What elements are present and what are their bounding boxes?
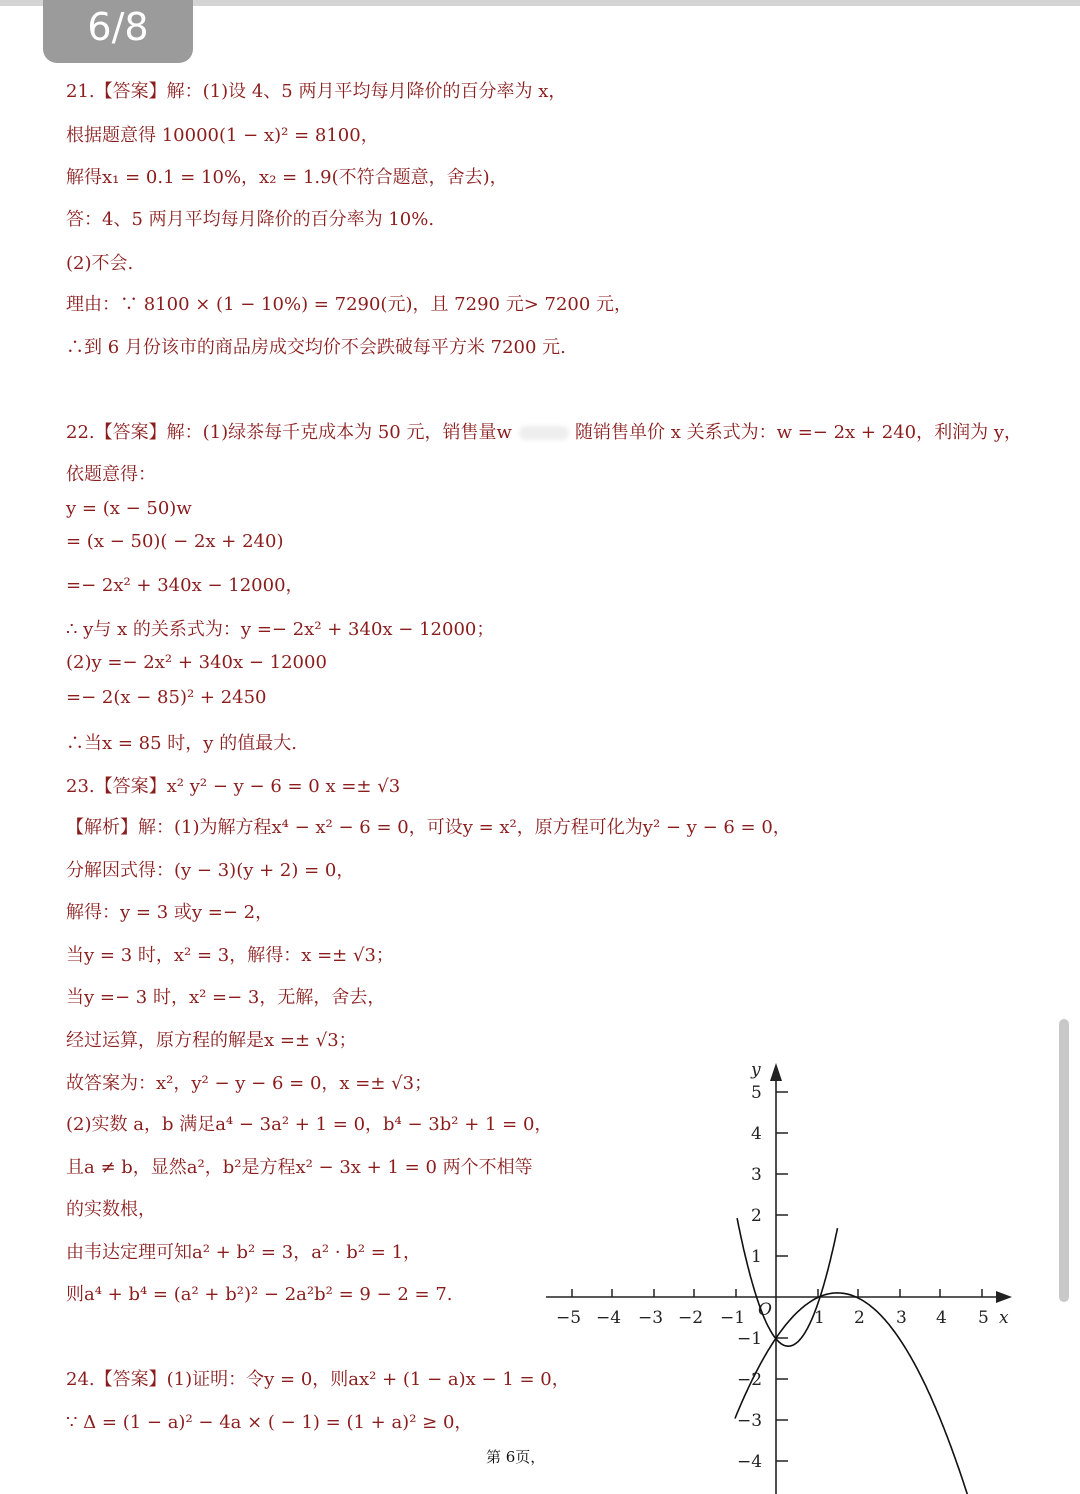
text-line: 当y = 3 时，x² = 3，解得：x =± √3； [66,945,394,966]
text-line: ∵ Δ = (1 − a)² − 4a × ( − 1) = (1 + a)² ≥ 0， [66,1412,473,1433]
origin-label: O [758,1300,772,1320]
x-tick-label: −4 [596,1308,622,1328]
y-tick-label: 2 [751,1206,762,1226]
text-line: 随销售单价 x 关系式为：w =− 2x + 240，利润为 y， [575,422,1022,443]
text-line: 根据题意得 10000(1 − x)² = 8100， [66,125,379,146]
text-line: 依题意得： [66,464,156,485]
y-tick-label: 5 [751,1083,762,1103]
text-line: 由韦达定理可知a² + b² = 3，a² · b² = 1， [66,1242,422,1263]
curve-downward-parabola [735,1293,969,1494]
text-line: 24.【答案】(1)证明：令y = 0，则ax² + (1 − a)x − 1 = 0， [66,1369,570,1390]
text-line: = (x − 50)( − 2x + 240) [66,531,284,552]
text-line: 的实数根， [66,1199,156,1220]
blurred-region [519,426,569,440]
y-tick-label: −3 [737,1411,763,1431]
y-tick-label: 4 [751,1124,762,1144]
x-axis-arrow [996,1291,1012,1303]
x-tick-label: −1 [720,1308,746,1328]
x-tick-label: 5 [978,1308,989,1328]
text-line: 则a⁴ + b⁴ = (a² + b²)² − 2a²b² = 9 − 2 = 7. [66,1284,453,1305]
x-tick-label: 4 [936,1308,947,1328]
x-tick-label: 2 [854,1308,865,1328]
text-line: 故答案为：x²，y² − y − 6 = 0，x =± √3； [66,1073,433,1094]
text-line: (2)不会. [66,253,134,274]
page-indicator-badge: 6/8 [43,0,193,63]
text-line: (2)y =− 2x² + 340x − 12000 [66,652,327,673]
text-line: ∴当x = 85 时，y 的值最大. [66,733,297,754]
x-tick-marks [572,1289,982,1297]
y-tick-label: −1 [737,1329,763,1349]
function-graph [540,1055,1020,1494]
text-line: 经过运算，原方程的解是x =± √3； [66,1030,357,1051]
text-line: 23.【答案】x² y² − y − 6 = 0 x =± √3 [66,776,401,797]
text-line: 分解因式得：(y − 3)(y + 2) = 0， [66,860,355,881]
y-axis-label: y [751,1060,761,1080]
text-line: 解得x₁ = 0.1 = 10%，x₂ = 1.9(不符合题意，舍去)， [66,167,508,188]
text-line: 答：4、5 两月平均每月降价的百分率为 10%. [66,209,435,230]
y-tick-label: −2 [737,1370,763,1390]
x-tick-label: −3 [638,1308,664,1328]
text-line: 21.【答案】解：(1)设 4、5 两月平均每月降价的百分率为 x， [66,81,567,102]
text-line: 解得：y = 3 或y =− 2， [66,902,274,923]
text-line: 22.【答案】解：(1)绿茶每千克成本为 50 元，销售量w [66,422,512,443]
x-tick-label: 1 [814,1308,825,1328]
text-line: 理由：∵ 8100 × (1 − 10%) = 7290(元)，且 7290 元> 7200 元， [66,294,633,315]
y-tick-label: −4 [737,1452,763,1472]
x-tick-label: −5 [556,1308,582,1328]
text-line: ∴ y与 x 的关系式为：y =− 2x² + 340x − 12000； [66,619,495,640]
y-tick-label: 3 [751,1165,762,1185]
text-line: 且a ≠ b，显然a²，b²是方程x² − 3x + 1 = 0 两个不相等 [66,1157,533,1178]
text-line: 【解析】解：(1)为解方程x⁴ − x² − 6 = 0，可设y = x²，原方程可化为y² − y − 6 = 0， [66,817,791,838]
y-tick-marks [776,1092,788,1461]
text-line: (2)实数 a，b 满足a⁴ − 3a² + 1 = 0，b⁴ − 3b² + 1 = 0， [66,1114,553,1135]
text-line: y = (x − 50)w [66,498,192,519]
y-axis-arrow [770,1063,782,1081]
y-tick-label: 1 [751,1247,762,1267]
x-tick-label: −2 [678,1308,704,1328]
text-line: ∴到 6 月份该市的商品房成交均价不会跌破每平方米 7200 元. [66,337,566,358]
text-line: 当y =− 3 时，x² =− 3，无解，舍去， [66,987,386,1008]
x-axis-label: x [999,1308,1009,1328]
text-line: =− 2x² + 340x − 12000， [66,575,304,596]
scrollbar-thumb[interactable] [1059,1019,1069,1302]
page-footer: 第 6页， [486,1448,546,1466]
text-line: =− 2(x − 85)² + 2450 [66,687,267,708]
x-tick-label: 3 [896,1308,907,1328]
